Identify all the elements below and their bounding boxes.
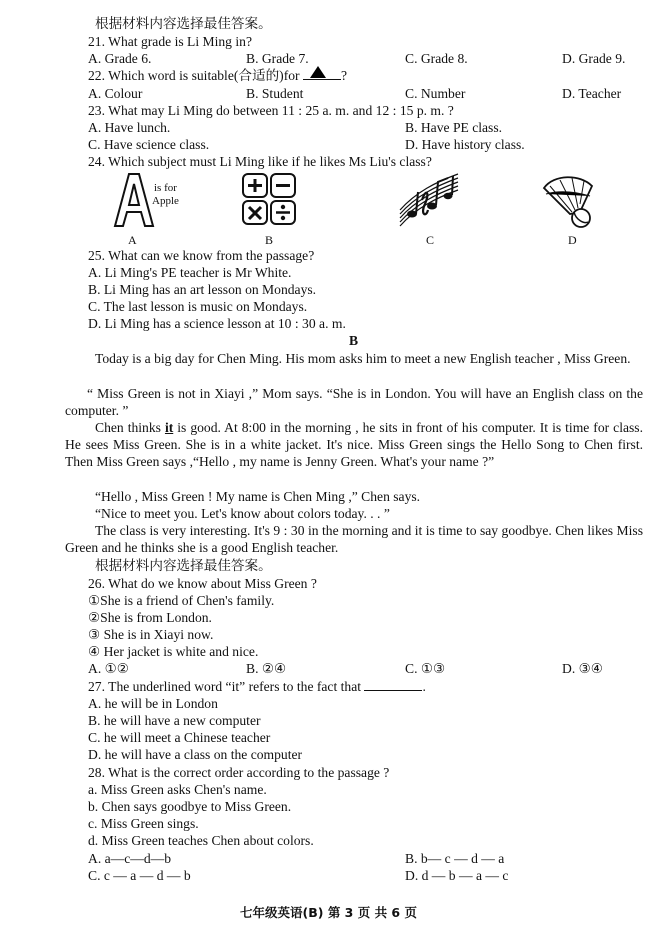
letter-a-picture: is for Apple: [112, 170, 192, 234]
picture-label-c: C: [426, 233, 435, 247]
q23-option-b: B. Have PE class.: [405, 120, 503, 135]
q23-option-c: C. Have science class.: [88, 137, 210, 152]
question-23-stem: 23. What may Li Ming do between 11 : 25 a. m. and 12 : 15 p. m. ?: [88, 103, 454, 118]
picture-label-a: A: [128, 233, 137, 247]
music-notes-icon: [398, 170, 460, 232]
passage-paragraph-2: “ Miss Green is not in Xiayi ,” Mom says. “She is in London. You will have an English class on the computer. ”: [65, 386, 643, 418]
q27-option-c: C. he will meet a Chinese teacher: [88, 730, 271, 745]
page-footer: 七年级英语(B) 第 3 页 共 6 页: [240, 905, 417, 920]
q21-option-c: C. Grade 8.: [405, 51, 468, 66]
passage-paragraph-5: “Nice to meet you. Let's know about colors today. . . ”: [95, 506, 390, 521]
q22-option-b: B. Student: [246, 86, 304, 101]
q21-option-b: B. Grade 7.: [246, 51, 309, 66]
answer-blank: [364, 678, 422, 691]
passage-paragraph-3: Chen thinks it is good. At 8:00 in the morning , he sits in front of his computer. It is time for class. He sees Miss Green. She is in a white jacket. It's nice. Miss Green sings the Hello Song to Chen first. Then Miss Green says ,“Hello , my name is Jenny Green. What's your name ?”: [65, 420, 643, 469]
question-25-stem: 25. What can we know from the passage?: [88, 248, 315, 263]
q25-option-d: D. Li Ming has a science lesson at 10 : 30 a. m.: [88, 316, 346, 331]
answer-blank: [303, 67, 341, 80]
q26-statement-4: ④ Her jacket is white and nice.: [88, 644, 259, 659]
q26-option-d: D. ③④: [562, 661, 603, 676]
q28-option-a: A. a—c—d—b: [88, 851, 172, 866]
q27-option-a: A. he will be in London: [88, 696, 218, 711]
picture-label-b: B: [265, 233, 274, 247]
q28-item-c: c. Miss Green sings.: [88, 816, 199, 831]
q28-item-d: d. Miss Green teaches Chen about colors.: [88, 833, 314, 848]
q28-item-b: b. Chen says goodbye to Miss Green.: [88, 799, 292, 814]
q23-option-d: D. Have history class.: [405, 137, 525, 152]
q25-option-b: B. Li Ming has an art lesson on Mondays.: [88, 282, 317, 297]
question-22-stem: 22. Which word is suitable(合适的)for ?: [88, 68, 347, 83]
q25-option-c: C. The last lesson is music on Mondays.: [88, 299, 308, 314]
q28-item-a: a. Miss Green asks Chen's name.: [88, 782, 267, 797]
passage-paragraph-6: The class is very interesting. It's 9 : 30 in the morning and it is time to say goodbye. Chen likes Miss Green and he thinks she is a good English teacher.: [65, 523, 643, 555]
passage-paragraph-4: “Hello , Miss Green ! My name is Chen Ming ,” Chen says.: [95, 489, 421, 504]
q26-statement-3: ③ She is in Xiayi now.: [88, 627, 214, 642]
question-21-stem: 21. What grade is Li Ming in?: [88, 34, 252, 49]
q26-option-a: A. ①②: [88, 661, 129, 676]
question-27-stem: 27. The underlined word “it” refers to the fact that .: [88, 679, 426, 694]
picture-label-d: D: [568, 233, 577, 247]
q28-option-b: B. b— c — d — a: [405, 851, 505, 866]
question-24-stem: 24. Which subject must Li Ming like if he likes Ms Liu's class?: [88, 154, 432, 169]
underlined-word: it: [164, 420, 174, 435]
q26-statement-2: ②She is from London.: [88, 610, 212, 625]
question-26-stem: 26. What do we know about Miss Green ?: [88, 576, 317, 591]
q26-statement-1: ①She is a friend of Chen's family.: [88, 593, 275, 608]
question-28-stem: 28. What is the correct order according to the passage ?: [88, 765, 390, 780]
section-heading: B: [349, 333, 359, 348]
triangle-icon: [310, 66, 326, 78]
shuttlecock-icon: [540, 174, 600, 236]
q25-option-a: A. Li Ming's PE teacher is Mr White.: [88, 265, 292, 280]
q26-option-c: C. ①③: [405, 661, 446, 676]
q23-option-a: A. Have lunch.: [88, 120, 171, 135]
q21-option-a: A. Grade 6.: [88, 51, 152, 66]
passage-paragraph-1: Today is a big day for Chen Ming. His mom asks him to meet a new English teacher , Miss Green.: [95, 351, 631, 366]
q28-option-d: D. d — b — a — c: [405, 868, 509, 883]
q26-option-b: B. ②④: [246, 661, 287, 676]
instruction-text-2: 根据材料内容选择最佳答案。: [95, 558, 272, 573]
q22-option-c: C. Number: [405, 86, 466, 101]
q27-option-d: D. he will have a class on the computer: [88, 747, 303, 762]
q27-option-b: B. he will have a new computer: [88, 713, 261, 728]
q28-option-c: C. c — a — d — b: [88, 868, 191, 883]
math-symbols-icon: [240, 170, 298, 232]
q22-option-d: D. Teacher: [562, 86, 622, 101]
q22-option-a: A. Colour: [88, 86, 143, 101]
instruction-text: 根据材料内容选择最佳答案。: [95, 16, 272, 31]
q21-option-d: D. Grade 9.: [562, 51, 626, 66]
